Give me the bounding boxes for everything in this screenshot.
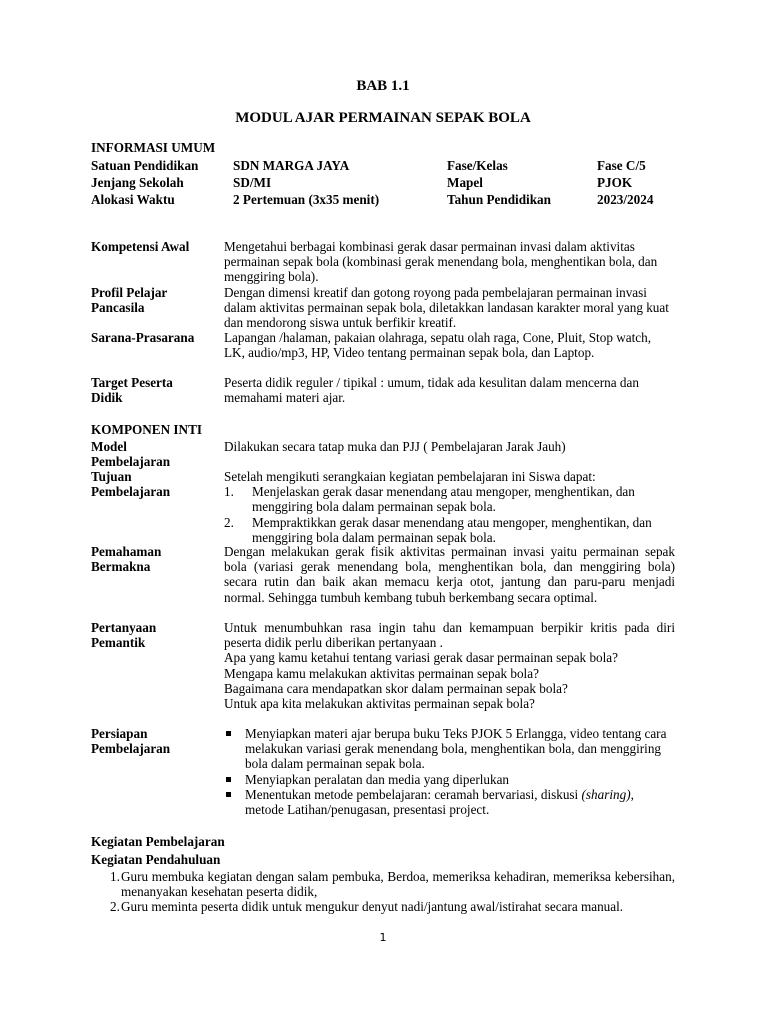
profil-pelajar-text: Dengan dimensi kreatif dan gotong royong pada pembelajaran permainan invasi dalam aktivitas permainan sepak bola, diletakkan landasan karakter moral yang kuat dan mendorong siswa untuk berfikir kreatif. bbox=[224, 285, 669, 331]
label-line: Pemahaman bbox=[91, 544, 162, 559]
info-value: Fase C/5 bbox=[597, 158, 646, 173]
info-value: 2 Pertemuan (3x35 menit) bbox=[233, 192, 380, 207]
label-line: Pembelajaran bbox=[91, 454, 171, 470]
list-text: Guru meminta peserta didik untuk mengukur denyut nadi/jantung awal/istirahat secara manual. bbox=[121, 899, 624, 915]
label-line: Tujuan bbox=[91, 469, 132, 484]
label-line: Bermakna bbox=[91, 559, 151, 575]
persiapan-pembelajaran-label bbox=[91, 726, 221, 756]
label-line: Profil Pelajar bbox=[91, 285, 168, 300]
sarana-prasarana-label: Sarana-Prasarana bbox=[91, 330, 195, 345]
target-peserta-label bbox=[91, 375, 221, 405]
pertanyaan-item: Bagaimana cara mendapatkan skor dalam permainan sepak bola? bbox=[224, 680, 568, 696]
pemahaman-bermakna-text: Dengan melakukan gerak fisik aktivitas permainan invasi yaitu permainan sepak bola (variasi gerak menendang bola, menghentikan bola, dan menggiring bola) secara rutin dan baik akan memacu kerja otot, jantung dan paru-paru menjadi normal. Sehingga tumbuh kembang tubuh berkembang secara optimal. bbox=[224, 544, 675, 605]
info-value: PJOK bbox=[597, 175, 633, 190]
list-item bbox=[224, 726, 675, 772]
pemahaman-bermakna-label bbox=[91, 544, 221, 574]
bullet-icon bbox=[226, 731, 231, 736]
tujuan-pembelajaran-label bbox=[91, 469, 221, 499]
label-line: Didik bbox=[91, 390, 123, 406]
info-label: Fase/Kelas bbox=[447, 158, 508, 173]
model-pembelajaran-label bbox=[91, 439, 221, 469]
page-number: 1 bbox=[379, 931, 387, 944]
list-text: , metode Latihan/penugasan, presentasi project. bbox=[245, 786, 634, 818]
kegiatan-heading: Kegiatan Pembelajaran bbox=[91, 834, 225, 849]
label-line: Pembelajaran bbox=[91, 484, 171, 500]
list-text: Menyiapkan materi ajar berupa buku Teks PJOK 5 Erlangga, video tentang cara melakukan variasi gerak menendang bola, menghentikan bola, dan menggiring bola dalam permainan sepak bola. bbox=[245, 726, 667, 772]
pertanyaan-item: Apa yang kamu ketahui tentang variasi gerak dasar permainan sepak bola? bbox=[224, 650, 619, 666]
label-line: Pancasila bbox=[91, 300, 145, 316]
list-item bbox=[91, 899, 675, 914]
label-line: Pembelajaran bbox=[91, 741, 171, 757]
module-title: MODUL AJAR PERMAINAN SEPAK BOLA bbox=[235, 110, 531, 126]
list-text: Mempraktikkan gerak dasar menendang atau mengoper, menghentikan, dan menggiring bola dalam permainan sepak bola. bbox=[252, 514, 652, 545]
list-number: 1. bbox=[224, 484, 234, 500]
pertanyaan-item: Mengapa kamu melakukan aktivitas permainan sepak bola? bbox=[224, 665, 539, 681]
section-heading-informasi-umum: INFORMASI UMUM bbox=[91, 140, 216, 155]
pertanyaan-intro: Untuk menumbuhkan rasa ingin tahu dan kemampuan berpikir kritis pada diri peserta didik perlu diberikan pertanyaan . bbox=[224, 620, 675, 651]
list-text: Menentukan metode pembelajaran: ceramah bervariasi, diskusi bbox=[245, 786, 579, 802]
italic-text: (sharing) bbox=[581, 786, 631, 802]
tujuan-list bbox=[224, 484, 675, 545]
bullet-icon bbox=[226, 792, 231, 797]
list-text: Guru membuka kegiatan dengan salam pembuka, Berdoa, memeriksa kehadiran, memeriksa kebersihan, menanyakan kesehatan peserta didik, bbox=[121, 869, 675, 900]
list-item bbox=[224, 772, 675, 787]
tujuan-intro: Setelah mengikuti serangkaian kegiatan pembelajaran ini Siswa dapat: bbox=[224, 469, 596, 484]
persiapan-pembelajaran-text bbox=[224, 726, 675, 817]
info-value: SD/MI bbox=[233, 175, 272, 190]
tujuan-pembelajaran-text bbox=[224, 469, 675, 545]
list-item bbox=[224, 484, 675, 514]
target-peserta-text: Peserta didik reguler / tipikal : umum, tidak ada kesulitan dalam mencerna dan memahami materi ajar. bbox=[224, 375, 639, 406]
info-label: Tahun Pendidikan bbox=[447, 192, 551, 207]
kompetensi-awal-text: Mengetahui berbagai kombinasi gerak dasar permainan invasi dalam aktivitas permainan sepak bola (kombinasi gerak menendang bola, menghentikan bola, dan menggiring bola). bbox=[224, 239, 658, 285]
list-item bbox=[224, 515, 675, 545]
kegiatan-list bbox=[91, 869, 675, 915]
label-line: Pertanyaan bbox=[91, 620, 157, 635]
list-number: 2. bbox=[224, 514, 234, 530]
list-text: Menyiapkan peralatan dan media yang diperlukan bbox=[245, 771, 510, 787]
label-line: Model bbox=[91, 439, 127, 454]
bullet-icon bbox=[226, 777, 231, 782]
info-label: Jenjang Sekolah bbox=[91, 175, 184, 190]
label-line: Persiapan bbox=[91, 726, 148, 741]
info-label: Alokasi Waktu bbox=[91, 192, 175, 207]
pertanyaan-pemantik-label bbox=[91, 620, 221, 650]
list-number: 2. bbox=[110, 899, 120, 915]
chapter-title: BAB 1.1 bbox=[356, 78, 410, 94]
kegiatan-list-container bbox=[91, 869, 675, 915]
sarana-prasarana-text: Lapangan /halaman, pakaian olahraga, sepatu olah raga, Cone, Pluit, Stop watch, LK, audio/mp3, HP, Video tentang permainan sepak bola, dan Laptop. bbox=[224, 330, 651, 361]
info-value: 2023/2024 bbox=[597, 192, 654, 207]
section-heading-komponen-inti: KOMPONEN INTI bbox=[91, 422, 202, 437]
info-value: SDN MARGA JAYA bbox=[233, 158, 350, 173]
pertanyaan-item: Untuk apa kita melakukan aktivitas permainan sepak bola? bbox=[224, 696, 535, 712]
list-item bbox=[224, 787, 675, 817]
label-line: Target Peserta bbox=[91, 375, 173, 390]
info-label: Satuan Pendidikan bbox=[91, 158, 199, 173]
pertanyaan-pemantik-text bbox=[224, 620, 675, 711]
list-text: Menjelaskan gerak dasar menendang atau mengoper, menghentikan, dan menggiring bola dalam permainan sepak bola. bbox=[252, 484, 635, 515]
model-pembelajaran-text: Dilakukan secara tatap muka dan PJJ ( Pembelajaran Jarak Jauh) bbox=[224, 439, 566, 454]
kegiatan-subheading: Kegiatan Pendahuluan bbox=[91, 852, 221, 867]
info-label: Mapel bbox=[447, 175, 483, 190]
kompetensi-awal-label: Kompetensi Awal bbox=[91, 239, 190, 254]
list-number: 1. bbox=[110, 869, 120, 884]
label-line: Pemantik bbox=[91, 635, 146, 651]
profil-pelajar-label bbox=[91, 285, 221, 315]
persiapan-list bbox=[224, 726, 675, 817]
list-item bbox=[91, 869, 675, 899]
